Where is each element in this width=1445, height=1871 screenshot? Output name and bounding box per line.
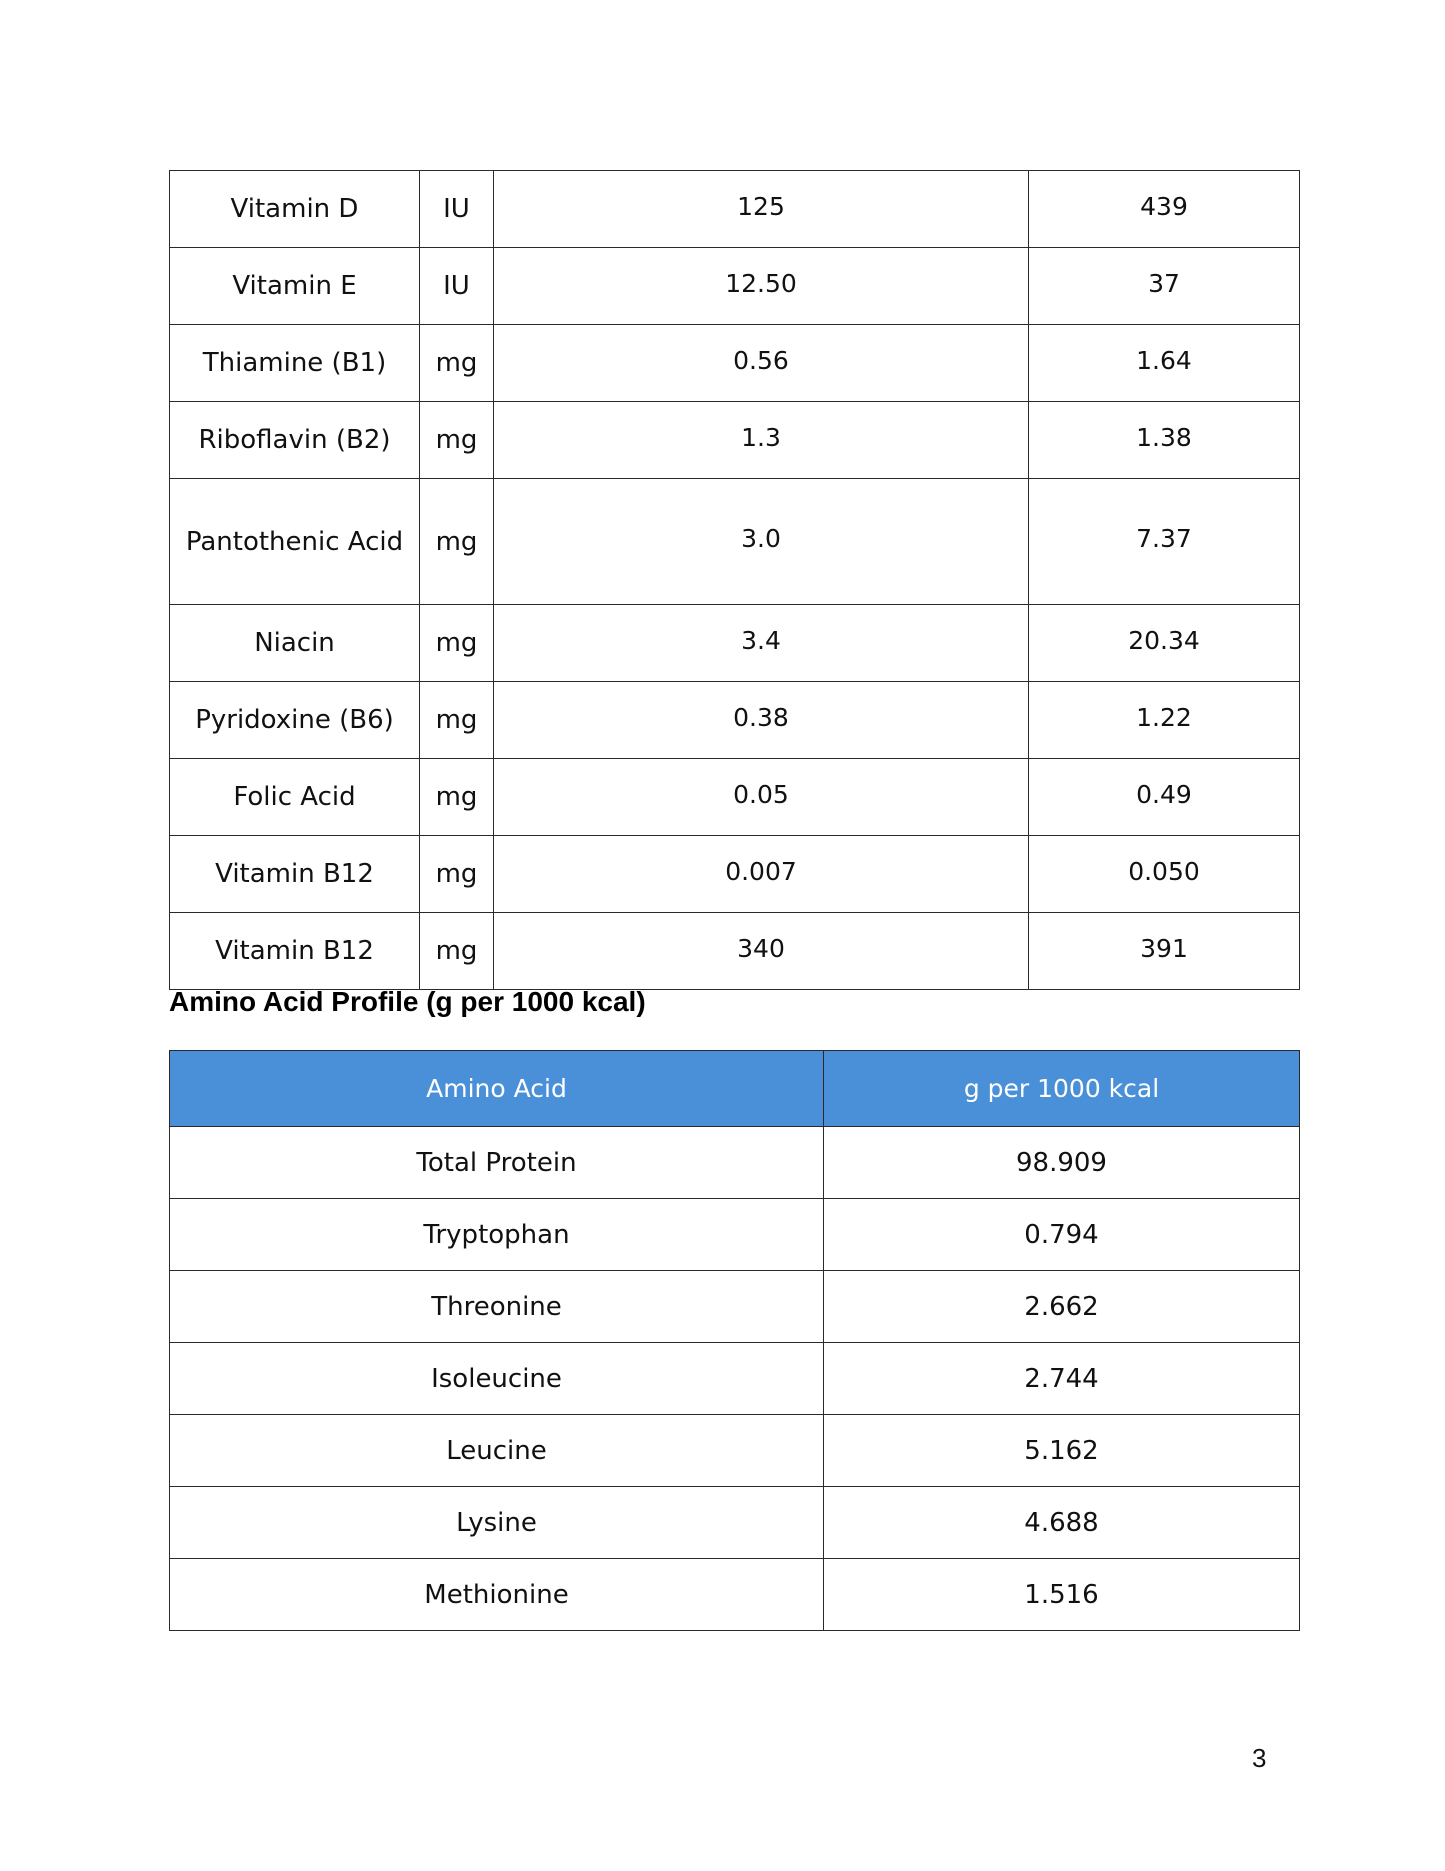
table-row [170, 913, 1300, 990]
nutrient-value: 0.05 [494, 759, 1029, 836]
amino-acid-name: Lysine [170, 1487, 824, 1559]
nutrient-unit: mg [420, 479, 494, 605]
nutrient-value: 0.49 [1029, 759, 1300, 836]
amino-section-heading: Amino Acid Profile (g per 1000 kcal) [169, 986, 646, 1017]
nutrient-value: 3.4 [494, 605, 1029, 682]
nutrient-value: 7.37 [1029, 479, 1300, 605]
nutrient-value: 391 [1029, 913, 1300, 990]
amino-acid-value: 2.662 [824, 1271, 1300, 1343]
amino-acid-value: 0.794 [824, 1199, 1300, 1271]
nutrient-unit: mg [420, 836, 494, 913]
amino-acid-name: Leucine [170, 1415, 824, 1487]
nutrient-value: 0.050 [1029, 836, 1300, 913]
nutrient-value: 1.38 [1029, 402, 1300, 479]
table-row [170, 248, 1300, 325]
nutrient-name: Vitamin B12 [170, 913, 420, 990]
amino-acid-name: Total Protein [170, 1127, 824, 1199]
vitamin-table [169, 170, 1300, 990]
table-row [170, 836, 1300, 913]
nutrient-unit: IU [420, 171, 494, 248]
table-row [170, 1415, 1300, 1487]
nutrient-unit: mg [420, 759, 494, 836]
nutrient-value: 0.007 [494, 836, 1029, 913]
amino-acid-name: Tryptophan [170, 1199, 824, 1271]
table-row [170, 1487, 1300, 1559]
amino-acid-value: 4.688 [824, 1487, 1300, 1559]
table-row [170, 1271, 1300, 1343]
nutrient-value: 37 [1029, 248, 1300, 325]
nutrient-name: Pantothenic Acid [170, 479, 420, 605]
amino-acid-value: 2.744 [824, 1343, 1300, 1415]
nutrient-value: 1.3 [494, 402, 1029, 479]
amino-acid-value: 98.909 [824, 1127, 1300, 1199]
table-header-row [170, 1051, 1300, 1127]
nutrient-value: 1.64 [1029, 325, 1300, 402]
nutrient-value: 340 [494, 913, 1029, 990]
nutrient-value: 1.22 [1029, 682, 1300, 759]
nutrient-name: Riboflavin (B2) [170, 402, 420, 479]
nutrient-unit: mg [420, 605, 494, 682]
nutrient-value: 439 [1029, 171, 1300, 248]
nutrient-unit: IU [420, 248, 494, 325]
table-row [170, 402, 1300, 479]
amino-acid-name: Threonine [170, 1271, 824, 1343]
nutrient-name: Pyridoxine (B6) [170, 682, 420, 759]
table-row [170, 1343, 1300, 1415]
table-row [170, 1199, 1300, 1271]
amino-acid-value: 1.516 [824, 1559, 1300, 1631]
page-number: 3 [1252, 1743, 1267, 1773]
amino-acid-name: Methionine [170, 1559, 824, 1631]
table-row [170, 325, 1300, 402]
table-row [170, 171, 1300, 248]
nutrient-value: 0.56 [494, 325, 1029, 402]
amino-acid-name: Isoleucine [170, 1343, 824, 1415]
nutrient-value: 125 [494, 171, 1029, 248]
nutrient-name: Folic Acid [170, 759, 420, 836]
nutrient-name: Vitamin D [170, 171, 420, 248]
nutrient-name: Vitamin E [170, 248, 420, 325]
table-row [170, 605, 1300, 682]
table-row [170, 759, 1300, 836]
nutrient-unit: mg [420, 402, 494, 479]
column-header-value: g per 1000 kcal [824, 1051, 1300, 1127]
nutrient-name: Niacin [170, 605, 420, 682]
table-row [170, 479, 1300, 605]
nutrient-value: 3.0 [494, 479, 1029, 605]
nutrient-value: 0.38 [494, 682, 1029, 759]
table-row [170, 1127, 1300, 1199]
nutrient-unit: mg [420, 913, 494, 990]
nutrient-value: 20.34 [1029, 605, 1300, 682]
nutrient-value: 12.50 [494, 248, 1029, 325]
nutrient-unit: mg [420, 325, 494, 402]
amino-acid-value: 5.162 [824, 1415, 1300, 1487]
table-row [170, 1559, 1300, 1631]
amino-acid-table [169, 1050, 1300, 1631]
nutrient-name: Vitamin B12 [170, 836, 420, 913]
table-row [170, 682, 1300, 759]
nutrient-name: Thiamine (B1) [170, 325, 420, 402]
column-header-amino-acid: Amino Acid [170, 1051, 824, 1127]
nutrient-unit: mg [420, 682, 494, 759]
